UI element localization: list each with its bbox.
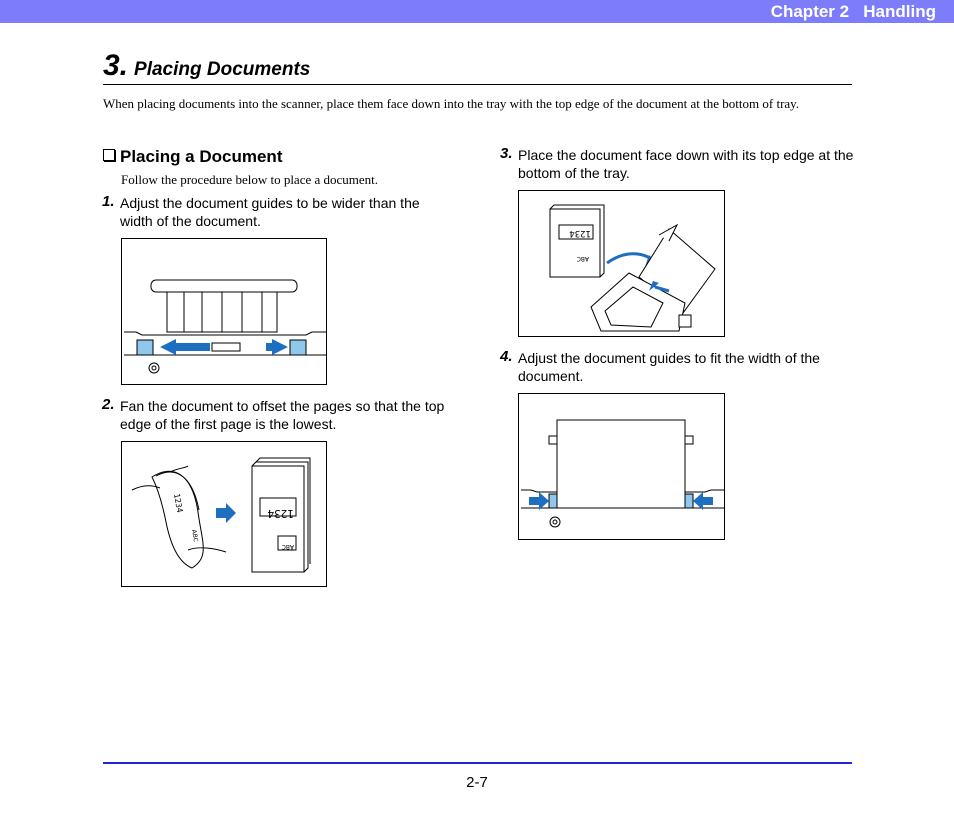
section-title <box>103 49 310 83</box>
intro-paragraph: When placing documents into the scanner, place them face down into the tray with the top edge of the document at the bottom of tray. <box>103 96 800 111</box>
svg-text:ABC: ABC <box>190 529 200 543</box>
step-number: 4. <box>500 348 513 365</box>
subsection-title: Placing a Document <box>103 147 282 167</box>
place-document-illustration <box>519 191 724 336</box>
svg-text:ABC: ABC <box>576 255 589 262</box>
step-number: 2. <box>102 396 115 413</box>
svg-text:1234: 1234 <box>569 228 591 238</box>
step-text: Fan the document to offset the pages so that the top edge of the first page is the lowest. <box>120 398 445 432</box>
figure-fan-document <box>121 441 327 587</box>
checkbox-bullet-icon <box>103 149 115 161</box>
header-bar <box>0 0 954 23</box>
section-name: Placing Documents <box>134 59 311 80</box>
page-number: 2-7 <box>466 774 488 791</box>
step-text: Adjust the document guides to fit the width of the document. <box>518 350 820 384</box>
footer-rule <box>103 762 852 764</box>
follow-text: Follow the procedure below to place a document. <box>121 172 379 187</box>
chapter-title: Chapter 2 Handling <box>770 2 936 21</box>
section-rule <box>103 84 852 85</box>
figure-place-tray <box>518 190 725 337</box>
step-number: 1. <box>102 193 115 210</box>
fanned-document-illustration <box>122 442 326 586</box>
section-number: 3. <box>103 49 129 82</box>
step-text: Place the document face down with its top edge at the bottom of the tray. <box>518 147 854 181</box>
svg-text:1234: 1234 <box>267 507 294 520</box>
step-number: 3. <box>500 145 513 162</box>
step-2 <box>102 396 460 433</box>
step-1 <box>102 193 450 230</box>
step-text: Adjust the document guides to be wider than the width of the document. <box>120 195 420 229</box>
step-3 <box>500 145 858 182</box>
scanner-guides-illustration <box>122 239 326 384</box>
figure-guides-fit <box>518 393 725 540</box>
svg-text:1234: 1234 <box>172 492 185 514</box>
step-4 <box>500 348 858 385</box>
svg-text:ABC: ABC <box>281 543 294 550</box>
guides-fit-illustration <box>519 394 724 539</box>
figure-guides-wide <box>121 238 327 385</box>
